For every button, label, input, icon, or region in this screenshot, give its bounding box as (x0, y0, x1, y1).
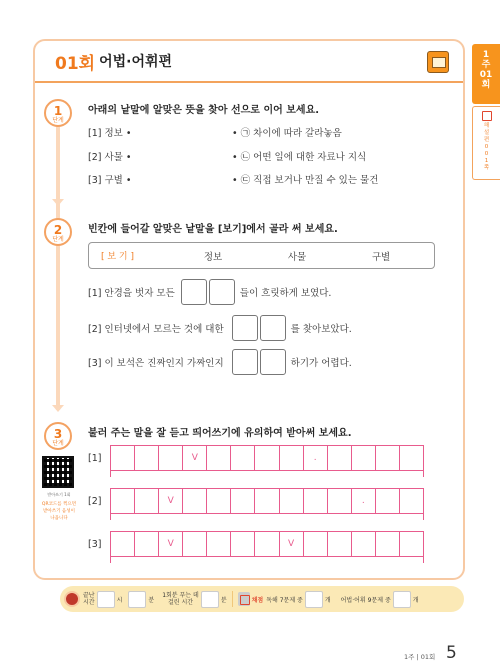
vocab-score-unit: 개 (412, 596, 419, 604)
grading-pen-icon (238, 592, 250, 606)
example-word: 정보 (203, 251, 223, 263)
dictation-cell[interactable] (135, 532, 159, 556)
qr-caption: 받아쓰기 1회 (47, 492, 71, 497)
dictation-cell[interactable] (328, 446, 352, 470)
dictation-cell[interactable] (231, 532, 255, 556)
answer-blank[interactable] (232, 315, 258, 341)
dictation-cell[interactable] (159, 446, 183, 470)
dictation-cell[interactable] (352, 446, 376, 470)
dictation-cell[interactable] (376, 532, 400, 556)
step-1-question: 아래의 낱말에 알맞은 뜻을 찾아 선으로 이어 보세요. (88, 105, 320, 116)
step-3-badge: 3 단계 (44, 422, 72, 450)
answer-blank[interactable] (232, 349, 258, 375)
answer-tab[interactable] (472, 106, 500, 180)
dictation-cell[interactable] (255, 489, 279, 513)
elapsed-time-label: 1회분 푸는 데 걸린 시간 (162, 592, 199, 606)
answer-blank[interactable] (260, 349, 286, 375)
dictation-cell[interactable] (400, 446, 423, 470)
page-number: 5 (446, 643, 457, 663)
qr-note: QR코드를 찍으면 받아쓰기 음성이 나옵니다 (41, 502, 77, 521)
finish-time-label: 끝난 시간 (83, 592, 95, 606)
footer-label: 1주 | 01회 (404, 653, 436, 661)
dictation-cell[interactable] (231, 489, 255, 513)
dictation-cell[interactable]: . (304, 446, 328, 470)
answer-book-icon (482, 111, 492, 121)
elapsed-field[interactable] (201, 591, 219, 608)
qr-code[interactable] (42, 456, 74, 488)
lesson-title: 어법·어휘편 (99, 54, 173, 70)
timeline-arrow (52, 199, 64, 206)
answer-blank[interactable] (209, 279, 235, 305)
step-2-question: 빈칸에 들어갈 알맞은 낱말을 [보기]에서 골라 써 보세요. (88, 224, 338, 235)
dictation-cell[interactable] (231, 446, 255, 470)
dictation-cell[interactable] (111, 446, 135, 470)
dictation-cell[interactable] (207, 532, 231, 556)
step-1-badge: 1 단계 (44, 99, 72, 127)
timeline-arrow (52, 405, 64, 412)
answer-tab-label: 해 설 편 0 0 1 쪽 (483, 123, 490, 171)
grid-gap (110, 557, 424, 563)
example-word: 사물 (287, 251, 307, 263)
workbook-icon (427, 51, 449, 73)
dictation-cell[interactable]: V (280, 532, 304, 556)
step-3-question: 불러 주는 말을 잘 듣고 띄어쓰기에 유의하여 받아써 보세요. (88, 428, 352, 439)
dictation-cell[interactable] (304, 532, 328, 556)
dictation-cell[interactable] (255, 532, 279, 556)
dictation-cell[interactable] (376, 446, 400, 470)
reading-score-field[interactable] (305, 591, 323, 608)
dictation-cell[interactable] (183, 489, 207, 513)
dictation-cell[interactable]: V (159, 489, 183, 513)
answer-blank[interactable] (181, 279, 207, 305)
step-timeline (56, 112, 60, 410)
grid-gap (110, 514, 424, 520)
vocab-score-field[interactable] (393, 591, 411, 608)
fill-sentence-1: [1] 안경을 벗자 모든 들이 흐릿하게 보였다. (88, 279, 331, 305)
match-right-2[interactable]: • ㉡ 어떤 일에 대한 자료나 지식 (232, 152, 367, 163)
dictation-cell[interactable] (207, 489, 231, 513)
reading-score-label: 독해 7문제 중 (266, 596, 303, 604)
dictation-cell[interactable] (280, 489, 304, 513)
dictation-cell[interactable] (328, 532, 352, 556)
dictation-cell[interactable] (111, 489, 135, 513)
dictation-cell[interactable] (135, 446, 159, 470)
fill-sentence-3: [3] 이 보석은 진짜인지 가짜인지 하기가 어렵다. (88, 349, 352, 375)
example-word-box (88, 242, 435, 269)
dictation-cell[interactable] (183, 532, 207, 556)
hour-unit: 시 (116, 596, 123, 604)
dictation-cell[interactable] (304, 489, 328, 513)
dictation-cell[interactable] (207, 446, 231, 470)
dictation-label-1: [1] (88, 453, 102, 464)
grid-gap (110, 471, 424, 477)
dictation-cell[interactable] (400, 489, 423, 513)
minute-field[interactable] (128, 591, 146, 608)
dictation-cell[interactable] (400, 532, 423, 556)
week-tab: 1 주 01 회 (472, 44, 500, 104)
match-right-1[interactable]: • ㉠ 차이에 따라 갈라놓음 (232, 128, 342, 139)
dictation-grid-1[interactable] (110, 445, 424, 471)
dictation-cell[interactable] (111, 532, 135, 556)
divider (232, 591, 233, 607)
dictation-cell[interactable] (352, 532, 376, 556)
dictation-cell[interactable]: V (183, 446, 207, 470)
match-right-3[interactable]: • ㉢ 직접 보거나 만질 수 있는 물건 (232, 175, 379, 186)
example-label: [ 보 기 ] (101, 252, 134, 262)
dictation-cell[interactable]: . (352, 489, 376, 513)
hour-field[interactable] (97, 591, 115, 608)
lesson-number: 01회 (55, 53, 96, 74)
fill-sentence-2: [2] 인터넷에서 모르는 것에 대한 를 찾아보았다. (88, 315, 352, 341)
dictation-cell[interactable] (255, 446, 279, 470)
answer-blank[interactable] (260, 315, 286, 341)
card-header (35, 41, 463, 83)
dictation-cell[interactable] (280, 446, 304, 470)
dictation-cell[interactable] (328, 489, 352, 513)
dictation-grid-2[interactable] (110, 488, 424, 514)
match-left-2[interactable]: [2] 사물 • (88, 152, 132, 163)
elapsed-unit: 분 (220, 596, 227, 604)
dictation-cell[interactable] (376, 489, 400, 513)
alarm-clock-icon (64, 591, 80, 607)
dictation-label-2: [2] (88, 496, 102, 507)
step-2-badge: 2 단계 (44, 218, 72, 246)
dictation-grid-3[interactable] (110, 531, 424, 557)
example-word: 구별 (371, 251, 391, 263)
match-left-1[interactable]: [1] 정보 • (88, 128, 132, 139)
vocab-score-label: 어법·어휘 9문제 중 (340, 596, 391, 604)
match-left-3[interactable]: [3] 구별 • (88, 175, 132, 186)
reading-score-unit: 개 (324, 596, 331, 604)
grading-label: 채점 (251, 596, 264, 604)
dictation-cell[interactable] (135, 489, 159, 513)
dictation-label-3: [3] (88, 539, 102, 550)
minute-unit: 분 (148, 596, 155, 604)
dictation-cell[interactable]: V (159, 532, 183, 556)
progress-bar (60, 586, 464, 612)
